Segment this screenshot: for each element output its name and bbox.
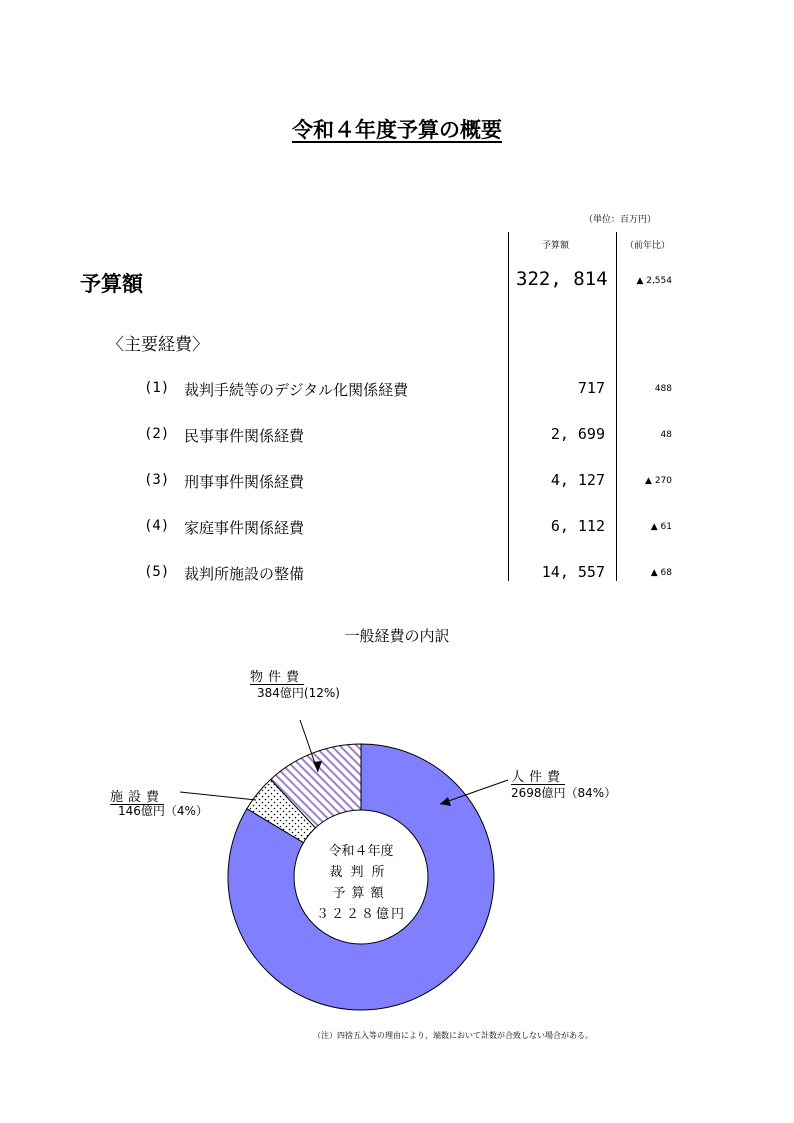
expense-number: (3) [144, 472, 170, 488]
expense-prev: 488 [654, 384, 672, 394]
expense-prev: ▲ 68 [650, 568, 672, 578]
chart-title: 一般経費の内訳 [344, 627, 450, 645]
expense-amount: 2, 699 [550, 425, 605, 443]
center-text-year: 令和４年度 [328, 844, 394, 859]
expense-name: 裁判手続等のデジタル化関係経費 [184, 381, 409, 399]
header-prev: （前年比） [625, 241, 671, 251]
expense-number: (5) [144, 564, 170, 580]
budget-label: 予算額 [80, 272, 143, 296]
label-jinken-name: 人件費 [511, 770, 566, 785]
expense-number: (1) [144, 380, 170, 396]
expense-name: 刑事事件関係経費 [184, 473, 305, 491]
expense-amount: 6, 112 [550, 517, 605, 535]
expense-prev: ▲ 270 [645, 476, 672, 486]
expense-amount: 14, 557 [541, 563, 605, 581]
header-amount: 予算額 [542, 241, 570, 251]
page-title: 令和４年度予算の概要 [292, 118, 502, 142]
expense-name: 民事事件関係経費 [184, 427, 305, 445]
expense-amount: 4, 127 [550, 471, 605, 489]
label-buppin-name: 物件費 [250, 670, 305, 685]
center-text-budget: 予算額 [332, 886, 390, 901]
unit-label: （単位：百万円） [584, 215, 657, 225]
budget-prev: ▲ 2,554 [636, 276, 672, 286]
expense-number: (2) [144, 426, 170, 442]
expense-number: (4) [144, 518, 170, 534]
label-shisetsu-name: 施設費 [110, 790, 165, 805]
expense-prev: 48 [660, 430, 672, 440]
expense-name: 裁判所施設の整備 [184, 565, 305, 583]
leader-line-shisetsu [180, 792, 256, 800]
center-text-total: ３２２８億円 [315, 907, 406, 922]
expense-prev: ▲ 61 [650, 522, 672, 532]
label-shisetsu-value: 146億円（4%） [118, 804, 208, 818]
footnote: （注）四捨五入等の理由により，端数において計数が合致しない場合がある。 [313, 1031, 593, 1040]
label-buppin-value: 384億円(12%) [257, 686, 340, 700]
expense-name: 家庭事件関係経費 [184, 519, 305, 537]
expense-amount: 717 [577, 379, 605, 397]
center-text-court: 裁判所 [329, 865, 393, 880]
label-jinken-value: 2698億円（84%） [511, 786, 617, 800]
main-expenses-heading: 〈主要経費〉 [107, 335, 209, 355]
budget-amount: 322, 814 [516, 268, 608, 290]
